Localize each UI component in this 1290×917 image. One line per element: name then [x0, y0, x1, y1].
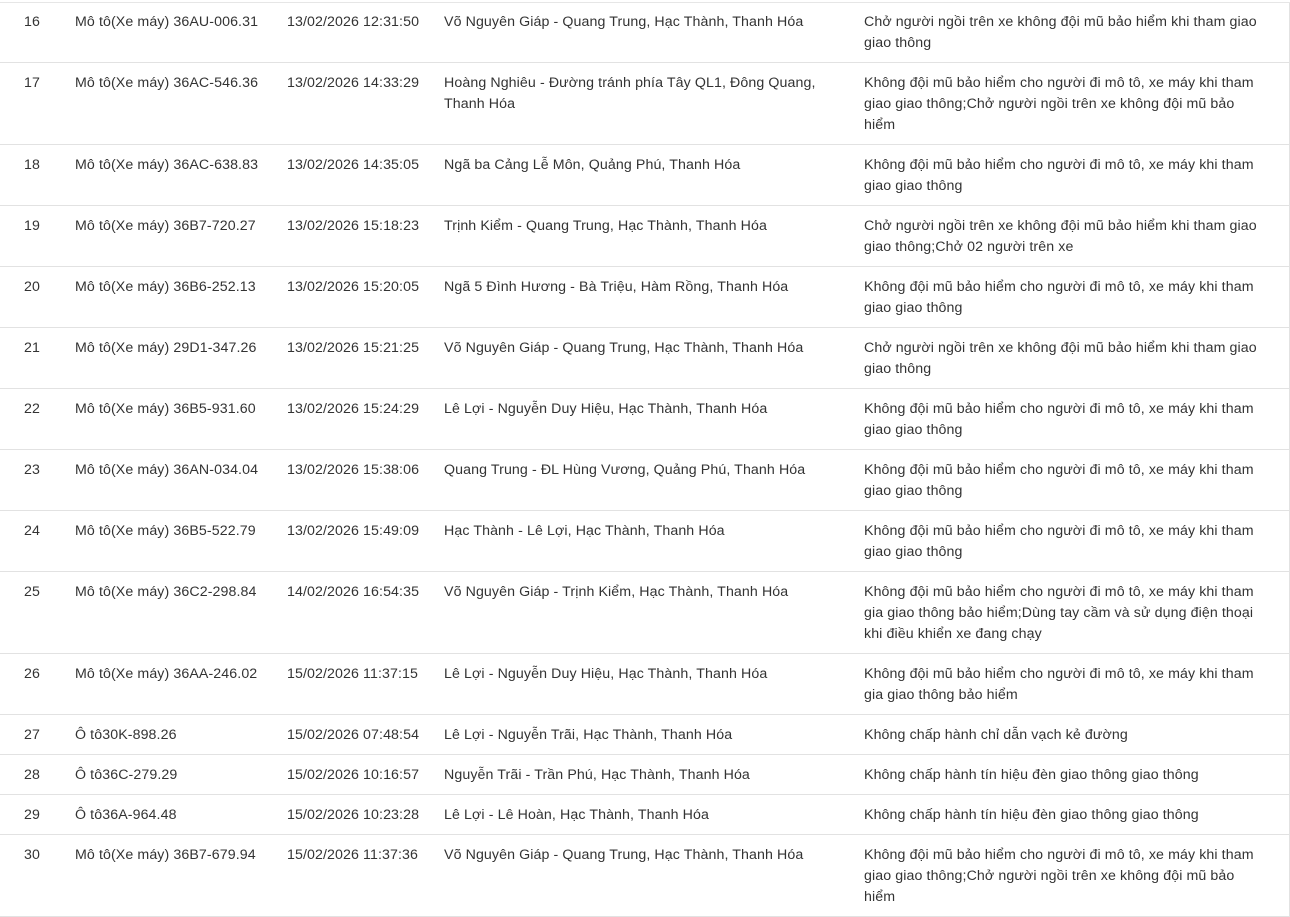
table-row	[0, 755, 1289, 795]
table-row	[0, 328, 1289, 389]
vehicle-cell: Mô tô(Xe máy) 36AC-638.83	[75, 157, 259, 173]
location-cell: Võ Nguyên Giáp - Trịnh Kiểm, Hạc Thành, Thanh Hóa	[444, 584, 789, 600]
row-number: 24	[24, 523, 40, 539]
row-number: 20	[24, 279, 40, 295]
violation-time-cell: 13/02/2026 15:24:29	[287, 401, 420, 417]
vehicle-cell: Ô tô30K-898.26	[75, 727, 177, 743]
violation-time-cell: 13/02/2026 12:31:50	[287, 14, 420, 30]
violation-description-cell: Chở người ngồi trên xe không đội mũ bảo hiểm khi tham giao giao thông	[864, 340, 1257, 377]
location-cell: Lê Lợi - Nguyễn Trãi, Hạc Thành, Thanh Hóa	[444, 727, 733, 743]
row-number: 28	[24, 767, 40, 783]
row-number: 27	[24, 727, 40, 743]
vehicle-cell: Mô tô(Xe máy) 36B5-931.60	[75, 401, 256, 417]
table-row	[0, 389, 1289, 450]
row-number: 18	[24, 157, 40, 173]
violation-time-cell: 13/02/2026 15:20:05	[287, 279, 420, 295]
location-cell: Hoàng Nghiêu - Đường tránh phía Tây QL1, Đông Quang, Thanh Hóa	[444, 75, 816, 112]
violation-description-cell: Không đội mũ bảo hiểm cho người đi mô tô, xe máy khi tham giao giao thông;Chở người ngồi trên xe không đội mũ bảo hiểm	[864, 75, 1254, 133]
vehicle-cell: Mô tô(Xe máy) 36AU-006.31	[75, 14, 259, 30]
violations-table-container	[0, 2, 1290, 917]
row-number: 16	[24, 14, 40, 30]
violation-description-cell: Không đội mũ bảo hiểm cho người đi mô tô, xe máy khi tham gia giao thông bảo hiểm;Dùng tay cầm và sử dụng điện thoại khi điều khiển xe đang chạy	[864, 584, 1254, 642]
table-row	[0, 2, 1289, 63]
violation-description-cell: Không đội mũ bảo hiểm cho người đi mô tô, xe máy khi tham giao giao thông	[864, 462, 1254, 499]
table-row	[0, 654, 1289, 715]
violation-description-cell: Không chấp hành tín hiệu đèn giao thông giao thông	[864, 807, 1199, 823]
violation-description-cell: Không chấp hành tín hiệu đèn giao thông giao thông	[864, 767, 1199, 783]
violation-time-cell: 15/02/2026 10:23:28	[287, 807, 420, 823]
location-cell: Ngã ba Cảng Lễ Môn, Quảng Phú, Thanh Hóa	[444, 157, 741, 173]
table-row	[0, 511, 1289, 572]
location-cell: Lê Lợi - Nguyễn Duy Hiệu, Hạc Thành, Thanh Hóa	[444, 666, 768, 682]
vehicle-cell: Mô tô(Xe máy) 36B6-252.13	[75, 279, 256, 295]
violation-time-cell: 15/02/2026 11:37:36	[287, 847, 419, 863]
violation-time-cell: 13/02/2026 15:49:09	[287, 523, 420, 539]
violation-time-cell: 13/02/2026 15:21:25	[287, 340, 420, 356]
violation-description-cell: Không đội mũ bảo hiểm cho người đi mô tô, xe máy khi tham giao giao thông	[864, 401, 1254, 438]
table-row	[0, 63, 1289, 145]
table-row	[0, 450, 1289, 511]
violation-time-cell: 13/02/2026 14:33:29	[287, 75, 420, 91]
violation-time-cell: 13/02/2026 14:35:05	[287, 157, 420, 173]
row-number: 23	[24, 462, 40, 478]
row-number: 25	[24, 584, 40, 600]
table-row	[0, 795, 1289, 835]
vehicle-cell: Mô tô(Xe máy) 36B7-679.94	[75, 847, 256, 863]
location-cell: Hạc Thành - Lê Lợi, Hạc Thành, Thanh Hóa	[444, 523, 725, 539]
vehicle-cell: Ô tô36C-279.29	[75, 767, 178, 783]
violation-time-cell: 15/02/2026 11:37:15	[287, 666, 419, 682]
location-cell: Lê Lợi - Nguyễn Duy Hiệu, Hạc Thành, Thanh Hóa	[444, 401, 768, 417]
table-row	[0, 572, 1289, 654]
violation-description-cell: Không đội mũ bảo hiểm cho người đi mô tô, xe máy khi tham gia giao thông bảo hiểm	[864, 666, 1254, 703]
violations-table	[0, 2, 1289, 917]
vehicle-cell: Mô tô(Xe máy) 36AA-246.02	[75, 666, 258, 682]
location-cell: Võ Nguyên Giáp - Quang Trung, Hạc Thành, Thanh Hóa	[444, 847, 804, 863]
table-row	[0, 145, 1289, 206]
row-number: 26	[24, 666, 40, 682]
row-number: 30	[24, 847, 40, 863]
violation-description-cell: Chở người ngồi trên xe không đội mũ bảo hiểm khi tham giao giao thông;Chở 02 người trên xe	[864, 218, 1257, 255]
vehicle-cell: Ô tô36A-964.48	[75, 807, 177, 823]
row-number: 19	[24, 218, 40, 234]
location-cell: Quang Trung - ĐL Hùng Vương, Quảng Phú, Thanh Hóa	[444, 462, 806, 478]
vehicle-cell: Mô tô(Xe máy) 36B7-720.27	[75, 218, 256, 234]
violation-description-cell: Chở người ngồi trên xe không đội mũ bảo hiểm khi tham giao giao thông	[864, 14, 1257, 51]
location-cell: Lê Lợi - Lê Hoàn, Hạc Thành, Thanh Hóa	[444, 807, 709, 823]
row-number: 17	[24, 75, 40, 91]
location-cell: Trịnh Kiểm - Quang Trung, Hạc Thành, Thanh Hóa	[444, 218, 767, 234]
violation-time-cell: 13/02/2026 15:38:06	[287, 462, 420, 478]
vehicle-cell: Mô tô(Xe máy) 29D1-347.26	[75, 340, 257, 356]
vehicle-cell: Mô tô(Xe máy) 36B5-522.79	[75, 523, 256, 539]
violation-description-cell: Không đội mũ bảo hiểm cho người đi mô tô, xe máy khi tham giao giao thông;Chở người ngồi trên xe không đội mũ bảo hiểm	[864, 847, 1254, 905]
location-cell: Nguyễn Trãi - Trần Phú, Hạc Thành, Thanh Hóa	[444, 767, 750, 783]
vehicle-cell: Mô tô(Xe máy) 36C2-298.84	[75, 584, 257, 600]
vehicle-cell: Mô tô(Xe máy) 36AC-546.36	[75, 75, 259, 91]
violation-time-cell: 14/02/2026 16:54:35	[287, 584, 420, 600]
violations-table-body	[0, 2, 1289, 917]
location-cell: Võ Nguyên Giáp - Quang Trung, Hạc Thành, Thanh Hóa	[444, 14, 804, 30]
violation-description-cell: Không đội mũ bảo hiểm cho người đi mô tô, xe máy khi tham giao giao thông	[864, 523, 1254, 560]
violation-description-cell: Không đội mũ bảo hiểm cho người đi mô tô, xe máy khi tham giao giao thông	[864, 157, 1254, 194]
violation-time-cell: 15/02/2026 07:48:54	[287, 727, 420, 743]
location-cell: Ngã 5 Đình Hương - Bà Triệu, Hàm Rồng, Thanh Hóa	[444, 279, 789, 295]
row-number: 22	[24, 401, 40, 417]
row-number: 21	[24, 340, 40, 356]
location-cell: Võ Nguyên Giáp - Quang Trung, Hạc Thành, Thanh Hóa	[444, 340, 804, 356]
vehicle-cell: Mô tô(Xe máy) 36AN-034.04	[75, 462, 259, 478]
table-row	[0, 206, 1289, 267]
violation-time-cell: 13/02/2026 15:18:23	[287, 218, 420, 234]
violation-description-cell: Không đội mũ bảo hiểm cho người đi mô tô, xe máy khi tham giao giao thông	[864, 279, 1254, 316]
table-row	[0, 267, 1289, 328]
row-number: 29	[24, 807, 40, 823]
table-top-border	[0, 2, 1290, 3]
table-row	[0, 835, 1289, 917]
violation-description-cell: Không chấp hành chỉ dẫn vạch kẻ đường	[864, 727, 1128, 743]
table-row	[0, 715, 1289, 755]
violation-time-cell: 15/02/2026 10:16:57	[287, 767, 420, 783]
